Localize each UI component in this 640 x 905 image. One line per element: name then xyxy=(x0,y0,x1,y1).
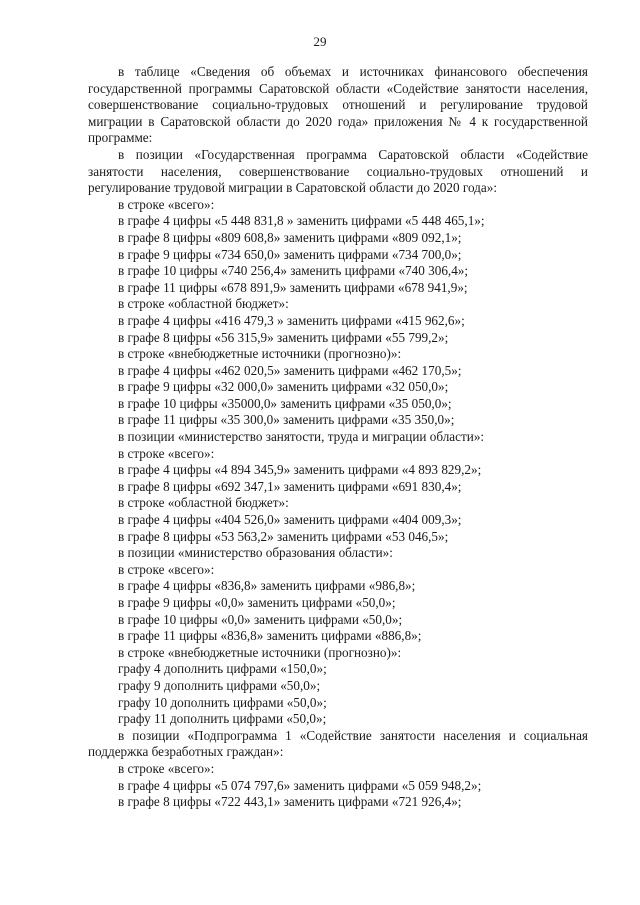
text-line: в строке «внебюджетные источники (прогнозно)»: xyxy=(118,346,402,362)
paragraph: в таблице «Сведения об объемах и источниках финансового обеспечения государственной программы Саратовской области «Содействие занятости населения, совершенствование социально-трудовых отношений и регулирование трудовой миграции в Саратовской области до 2020 года» приложения № 4 к государственной программе: xyxy=(88,64,588,146)
text-line: в графе 8 цифры «53 563,2» заменить цифрами «53 046,5»; xyxy=(118,528,449,544)
text-line: в графе 10 цифры «35000,0» заменить цифрами «35 050,0»; xyxy=(118,395,452,411)
document-body xyxy=(88,64,588,811)
text-line: в графе 9 цифры «734 650,0» заменить цифрами «734 700,0»; xyxy=(118,246,462,262)
text-line: в строке «внебюджетные источники (прогнозно)»: xyxy=(118,644,402,660)
text-line: в графе 11 цифры «678 891,9» заменить цифрами «678 941,9»; xyxy=(118,279,468,295)
text-line: в графе 9 цифры «32 000,0» заменить цифрами «32 050,0»; xyxy=(118,379,449,395)
text-line: в графе 4 цифры «5 074 797,6» заменить цифрами «5 059 948,2»; xyxy=(118,777,482,793)
text-line: в графе 11 цифры «836,8» заменить цифрами «886,8»; xyxy=(118,628,422,644)
text-line: графу 4 дополнить цифрами «150,0»; xyxy=(118,661,327,677)
text-line: в графе 4 цифры «5 448 831,8 » заменить цифрами «5 448 465,1»; xyxy=(118,213,485,229)
text-line: в строке «областной бюджет»: xyxy=(118,296,289,312)
text-line: в графе 11 цифры «35 300,0» заменить цифрами «35 350,0»; xyxy=(118,412,455,428)
text-line: в строке «всего»: xyxy=(118,445,215,461)
text-line: в позиции «министерство занятости, труда и миграции области»: xyxy=(118,429,485,445)
text-line: в графе 8 цифры «692 347,1» заменить цифрами «691 830,4»; xyxy=(118,478,462,494)
text-line: в графе 10 цифры «0,0» заменить цифрами «50,0»; xyxy=(118,611,403,627)
page-number: 29 xyxy=(313,34,327,49)
text-line: в графе 8 цифры «56 315,9» заменить цифрами «55 799,2»; xyxy=(118,329,449,345)
text-line: в графе 4 цифры «4 894 345,9» заменить цифрами «4 893 829,2»; xyxy=(118,462,482,478)
text-line: в строке «всего»: xyxy=(118,561,215,577)
text-line: в графе 8 цифры «809 608,8» заменить цифрами «809 092,1»; xyxy=(118,229,462,245)
text-line: в строке «всего»: xyxy=(118,196,215,212)
text-line: в строке «всего»: xyxy=(118,760,215,776)
text-line: в графе 10 цифры «740 256,4» заменить цифрами «740 306,4»; xyxy=(118,263,469,279)
text-line: в графе 4 цифры «462 020,5» заменить цифрами «462 170,5»; xyxy=(118,362,462,378)
text-line: в графе 4 цифры «836,8» заменить цифрами «986,8»; xyxy=(118,578,416,594)
text-line: в позиции «министерство образования области»: xyxy=(118,545,393,561)
text-line: в графе 9 цифры «0,0» заменить цифрами «50,0»; xyxy=(118,595,396,610)
paragraph: в позиции «Подпрограмма 1 «Содействие занятости населения и социальная поддержка безработных граждан»: xyxy=(88,727,588,760)
text-line: графу 10 дополнить цифрами «50,0»; xyxy=(118,694,327,710)
text-line: в графе 4 цифры «404 526,0» заменить цифрами «404 009,3»; xyxy=(118,512,462,528)
text-line: графу 9 дополнить цифрами «50,0»; xyxy=(118,677,321,693)
paragraph: в позиции «Государственная программа Саратовской области «Содействие занятости населения, совершенствование социально-трудовых отношений и регулирование трудовой миграции в Саратовской области до 2020 года»: xyxy=(88,146,588,196)
text-line: в графе 4 цифры «416 479,3 » заменить цифрами «415 962,6»; xyxy=(118,312,465,328)
text-line: графу 11 дополнить цифрами «50,0»; xyxy=(118,711,327,727)
text-line: в строке «областной бюджет»: xyxy=(118,495,289,511)
text-line: в графе 8 цифры «722 443,1» заменить цифрами «721 926,4»; xyxy=(118,794,462,810)
